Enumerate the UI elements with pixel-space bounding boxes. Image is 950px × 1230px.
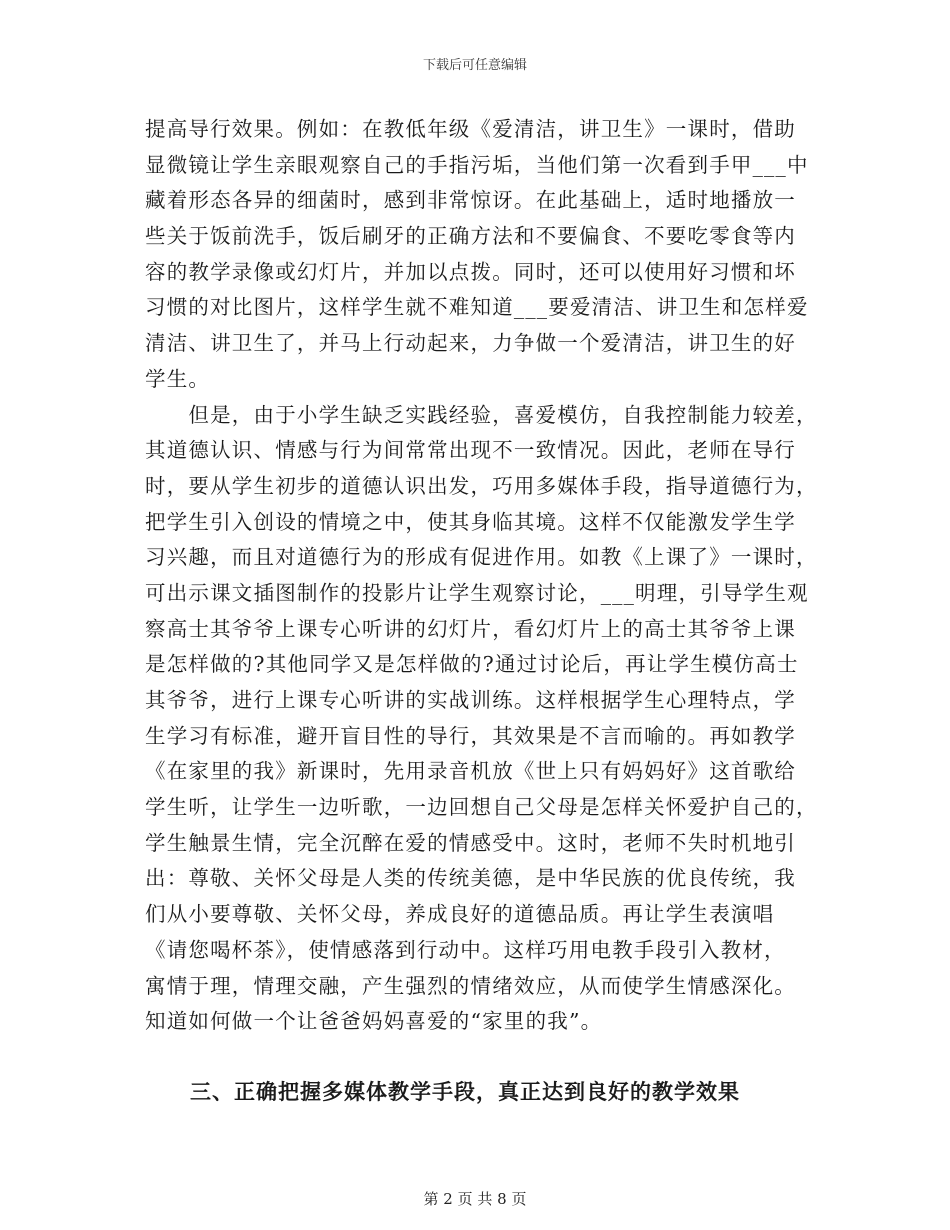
text-line: 些关于饭前洗手，饭后刷牙的正确方法和不要偏食、不要吃零食等内 — [145, 224, 796, 249]
text-line: 把学生引入创设的情境之中，使其身临其境。这样不仅能激发学生学 — [145, 509, 796, 534]
text-line: 但是，由于小学生缺乏实践经验，喜爱模仿，自我控制能力较差， — [145, 402, 818, 427]
text-line: 是怎样做的?其他同学又是怎样做的?通过讨论后，再让学生模仿高士 — [145, 652, 799, 677]
text-line: 其道德认识、情感与行为间常常出现不一致情况。因此，老师在导行 — [145, 438, 796, 463]
text-line: 察高士其爷爷上课专心听讲的幻灯片，看幻灯片上的高士其爷爷上课 — [145, 616, 796, 641]
text-line: 习兴趣，而且对道德行为的形成有促进作用。如教《上课了》一课时， — [145, 545, 818, 570]
text-line: 显微镜让学生亲眼观察自己的手指污垢，当他们第一次看到手甲___中 — [145, 152, 809, 177]
text-line: 学生。 — [145, 366, 211, 391]
text-line: 《在家里的我》新课时，先用录音机放《世上只有妈妈好》这首歌给 — [145, 759, 796, 784]
text-line: 知道如何做一个让爸爸妈妈喜爱的“家里的我”。 — [145, 1009, 603, 1034]
text-line: 时，要从学生初步的道德认识出发，巧用多媒体手段，指导道德行为， — [145, 473, 818, 498]
text-line: 习惯的对比图片，这样学生就不难知道___要爱清洁、讲卫生和怎样爱 — [145, 295, 809, 320]
section-heading: 三、正确把握多媒体教学手段，真正达到良好的教学效果 — [190, 1079, 740, 1104]
text-line: 容的教学录像或幻灯片，并加以点拨。同时，还可以使用好习惯和坏 — [145, 259, 796, 284]
text-line: 藏着形态各异的细菌时，感到非常惊讶。在此基础上，适时地播放一 — [145, 188, 796, 213]
page-footer: 第 2 页 共 8 页 — [423, 1190, 527, 1208]
text-line: 学生听，让学生一边听歌，一边回想自己父母是怎样关怀爱护自己的， — [145, 795, 818, 820]
page-header: 下载后可任意编辑 — [422, 58, 527, 73]
body-text — [145, 112, 818, 1040]
text-line: 其爷爷，进行上课专心听讲的实战训练。这样根据学生心理特点，学 — [145, 688, 796, 712]
text-line: 可出示课文插图制作的投影片让学生观察讨论，___明理，引导学生观 — [145, 580, 809, 605]
text-line: 学生触景生情，完全沉醉在爱的情感受中。这时，老师不失时机地引 — [145, 830, 796, 855]
text-line: 寓情于理，情理交融，产生强烈的情绪效应，从而使学生情感深化。 — [145, 973, 796, 998]
text-line: 生学习有标准，避开盲目性的导行，其效果是不言而喻的。再如教学 — [145, 723, 796, 748]
text-line: 提高导行效果。例如：在教低年级《爱清洁，讲卫生》一课时，借助 — [145, 117, 796, 141]
text-line: 出：尊敬、关怀父母是人类的传统美德，是中华民族的优良传统，我 — [145, 866, 796, 891]
text-line: 清洁、讲卫生了，并马上行动起来，力争做一个爱清洁，讲卫生的好 — [145, 331, 796, 356]
text-line: 《请您喝杯茶》，使情感落到行动中。这样巧用电教手段引入教材， — [145, 937, 786, 962]
text-line: 们从小要尊敬、关怀父母，养成良好的道德品质。再让学生表演唱 — [145, 902, 775, 927]
